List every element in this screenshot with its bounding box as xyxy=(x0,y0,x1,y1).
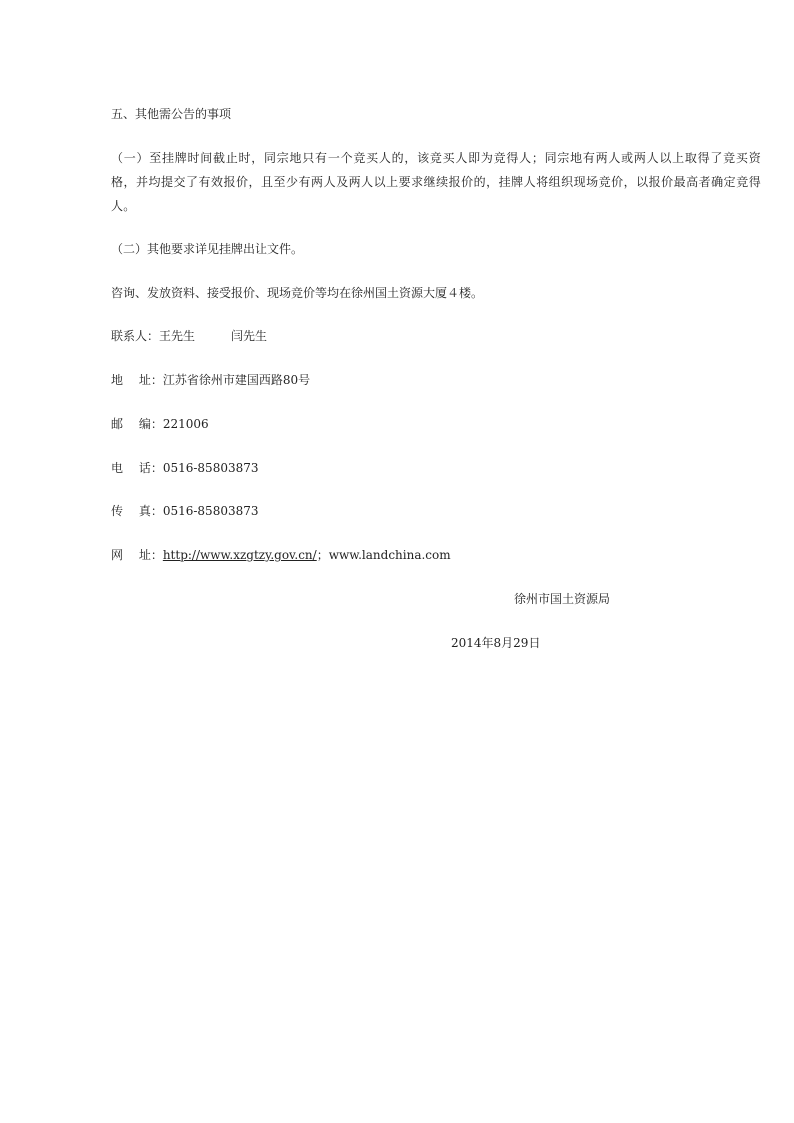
postcode-row xyxy=(111,415,209,433)
contact-person-1: 王先生 xyxy=(159,329,196,343)
website-row xyxy=(111,546,451,564)
address-row xyxy=(111,371,310,389)
issue-date: 2014年8月29日 xyxy=(451,636,541,650)
phone-row xyxy=(111,459,259,477)
address-value: 江苏省徐州市建国西路80号 xyxy=(162,373,311,387)
website-other: www.landchina.com xyxy=(328,548,451,562)
fax-label: 传 真： xyxy=(111,504,163,518)
fax-value: 0516-85803873 xyxy=(162,504,259,518)
postcode-label: 邮 编： xyxy=(111,417,163,431)
notice-item-2: （二）其他要求详见挂牌出让文件。 xyxy=(111,242,304,256)
contacts-label: 联系人： xyxy=(111,329,160,343)
contacts-row xyxy=(111,327,267,345)
phone-value: 0516-85803873 xyxy=(162,461,259,475)
website-separator: ； xyxy=(316,548,329,562)
website-link[interactable]: http://www.xzgtzy.gov.cn/ xyxy=(162,548,317,562)
contact-person-2: 闫先生 xyxy=(231,329,268,343)
website-label: 网 址： xyxy=(111,548,163,562)
fax-row xyxy=(111,502,259,520)
issuer-signature: 徐州市国土资源局 xyxy=(514,592,611,606)
notice-item-1: （一）至挂牌时间截止时，同宗地只有一个竞买人的，该竞买人即为竞得人；同宗地有两人或两人以上取得了竞买资格，并均提交了有效报价，且至少有两人及两人以上要求继续报价的，挂牌人将组织现场竞价，以报价最高者确定竞得人。 xyxy=(111,151,761,213)
section-heading: 五、其他需公告的事项 xyxy=(111,107,232,121)
address-label: 地 址： xyxy=(111,373,163,387)
postcode-value: 221006 xyxy=(162,417,209,431)
phone-label: 电 话： xyxy=(111,461,163,475)
consult-location: 咨询、发放资料、接受报价、现场竞价等均在徐州国土资源大厦４楼。 xyxy=(111,286,484,300)
